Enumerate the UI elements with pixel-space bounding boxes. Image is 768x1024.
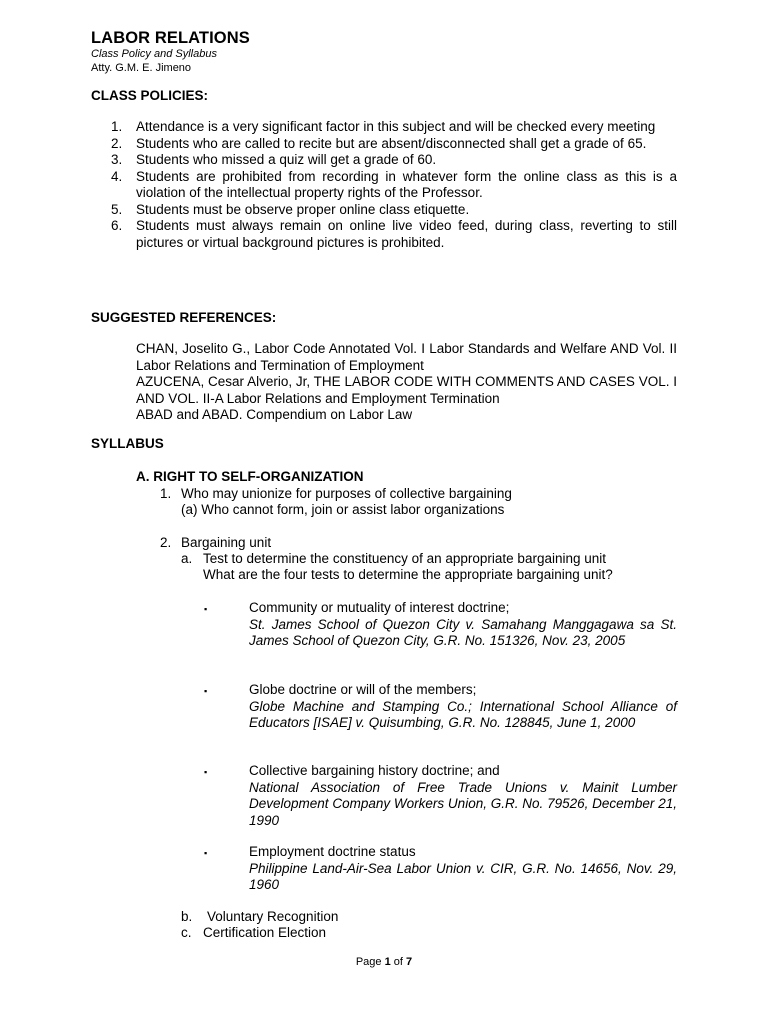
syllabus-item-text: Who may unionize for purposes of collective bargaining <box>181 486 512 501</box>
policy-item: 1. Attendance is a very significant factor in this subject and will be checked every meeting <box>111 119 656 134</box>
policy-item: 4. Students are prohibited from recording in whatever form the online class as this is a violation of the intellectual property rights of the Professor. <box>111 168 677 200</box>
doctrine-name: Community or mutuality of interest doctrine; <box>249 600 510 615</box>
references-heading: SUGGESTED REFERENCES: <box>91 310 277 325</box>
section-a-heading: A. RIGHT TO SELF-ORGANIZATION <box>136 469 364 484</box>
doctrine-case: Globe Machine and Stamping Co.; International School Alliance of Educators [ISAE] v. Quisumbing, G.R. No. 128845, June 1, 2000 <box>249 698 677 730</box>
doctrine-name: Globe doctrine or will of the members; <box>249 682 477 697</box>
policy-item: 5. Students must be observe proper online class etiquette. <box>111 201 470 217</box>
bullet-icon: ▪ <box>204 686 208 696</box>
syllabus-subitem-text: Voluntary Recognition <box>207 909 339 924</box>
class-policies-list <box>111 119 677 251</box>
bullet-icon: ▪ <box>204 604 208 614</box>
doctrine-name: Employment doctrine status <box>249 844 416 859</box>
doctrine-case: National Association of Free Trade Unions v. Mainit Lumber Development Company Workers Union, G.R. No. 79526, December 21, 1990 <box>249 779 677 828</box>
doctrine-item <box>249 600 677 650</box>
doctrine-item <box>249 844 677 894</box>
syllabus-item-number: 2. <box>160 535 172 550</box>
class-policies-heading: CLASS POLICIES: <box>91 88 209 103</box>
references-list <box>136 341 677 424</box>
doctrine-case: Philippine Land-Air-Sea Labor Union v. CIR, G.R. No. 14656, Nov. 29, 1960 <box>249 860 677 892</box>
doctrine-case: St. James School of Quezon City v. Samahang Manggagawa sa St. James School of Quezon City, G.R. No. 151326, Nov. 23, 2005 <box>249 616 677 648</box>
policy-item: 3. Students who missed a quiz will get a grade of 60. <box>111 152 437 167</box>
reference-item: AZUCENA, Cesar Alverio, Jr, THE LABOR CODE WITH COMMENTS AND CASES VOL. I AND VOL. II-A Labor Relations and Employment Termination <box>136 374 677 406</box>
policy-item: 6. Students must always remain on online live video feed, during class, reverting to still pictures or virtual background pictures is prohibited. <box>111 218 677 250</box>
page-number-footer: Page 1 of 7 <box>355 956 413 968</box>
syllabus-subitem-text: Test to determine the constituency of an appropriate bargaining unit <box>203 551 607 566</box>
document-subtitle: Class Policy and Syllabus <box>91 48 217 60</box>
doctrine-name: Collective bargaining history doctrine; and <box>249 763 500 778</box>
policy-item: 2. Students who are called to recite but are absent/disconnected shall get a grade of 65. <box>111 135 647 151</box>
syllabus-subitem-letter: c. <box>181 925 192 940</box>
bullet-icon: ▪ <box>204 848 208 858</box>
syllabus-subitem-letter: b. <box>181 909 193 924</box>
syllabus-item-number: 1. <box>160 486 172 501</box>
reference-item: CHAN, Joselito G., Labor Code Annotated Vol. I Labor Standards and Welfare AND Vol. II Labor Relations and Termination of Employment <box>136 341 677 373</box>
syllabus-subitem-text: Certification Election <box>203 925 327 940</box>
syllabus-subitem-letter: a. <box>181 551 193 566</box>
syllabus-item-text: Bargaining unit <box>181 535 272 550</box>
doctrine-item <box>249 682 677 732</box>
syllabus-subitem-question: What are the four tests to determine the appropriate bargaining unit? <box>203 567 613 582</box>
syllabus-heading: SYLLABUS <box>91 436 164 451</box>
document-title: LABOR RELATIONS <box>91 29 250 47</box>
reference-item: ABAD and ABAD. Compendium on Labor Law <box>136 407 413 422</box>
syllabus-subitem-text: (a) Who cannot form, join or assist labor organizations <box>181 502 505 517</box>
bullet-icon: ▪ <box>204 767 208 777</box>
document-author: Atty. G.M. E. Jimeno <box>91 62 192 74</box>
doctrine-item <box>249 763 677 829</box>
